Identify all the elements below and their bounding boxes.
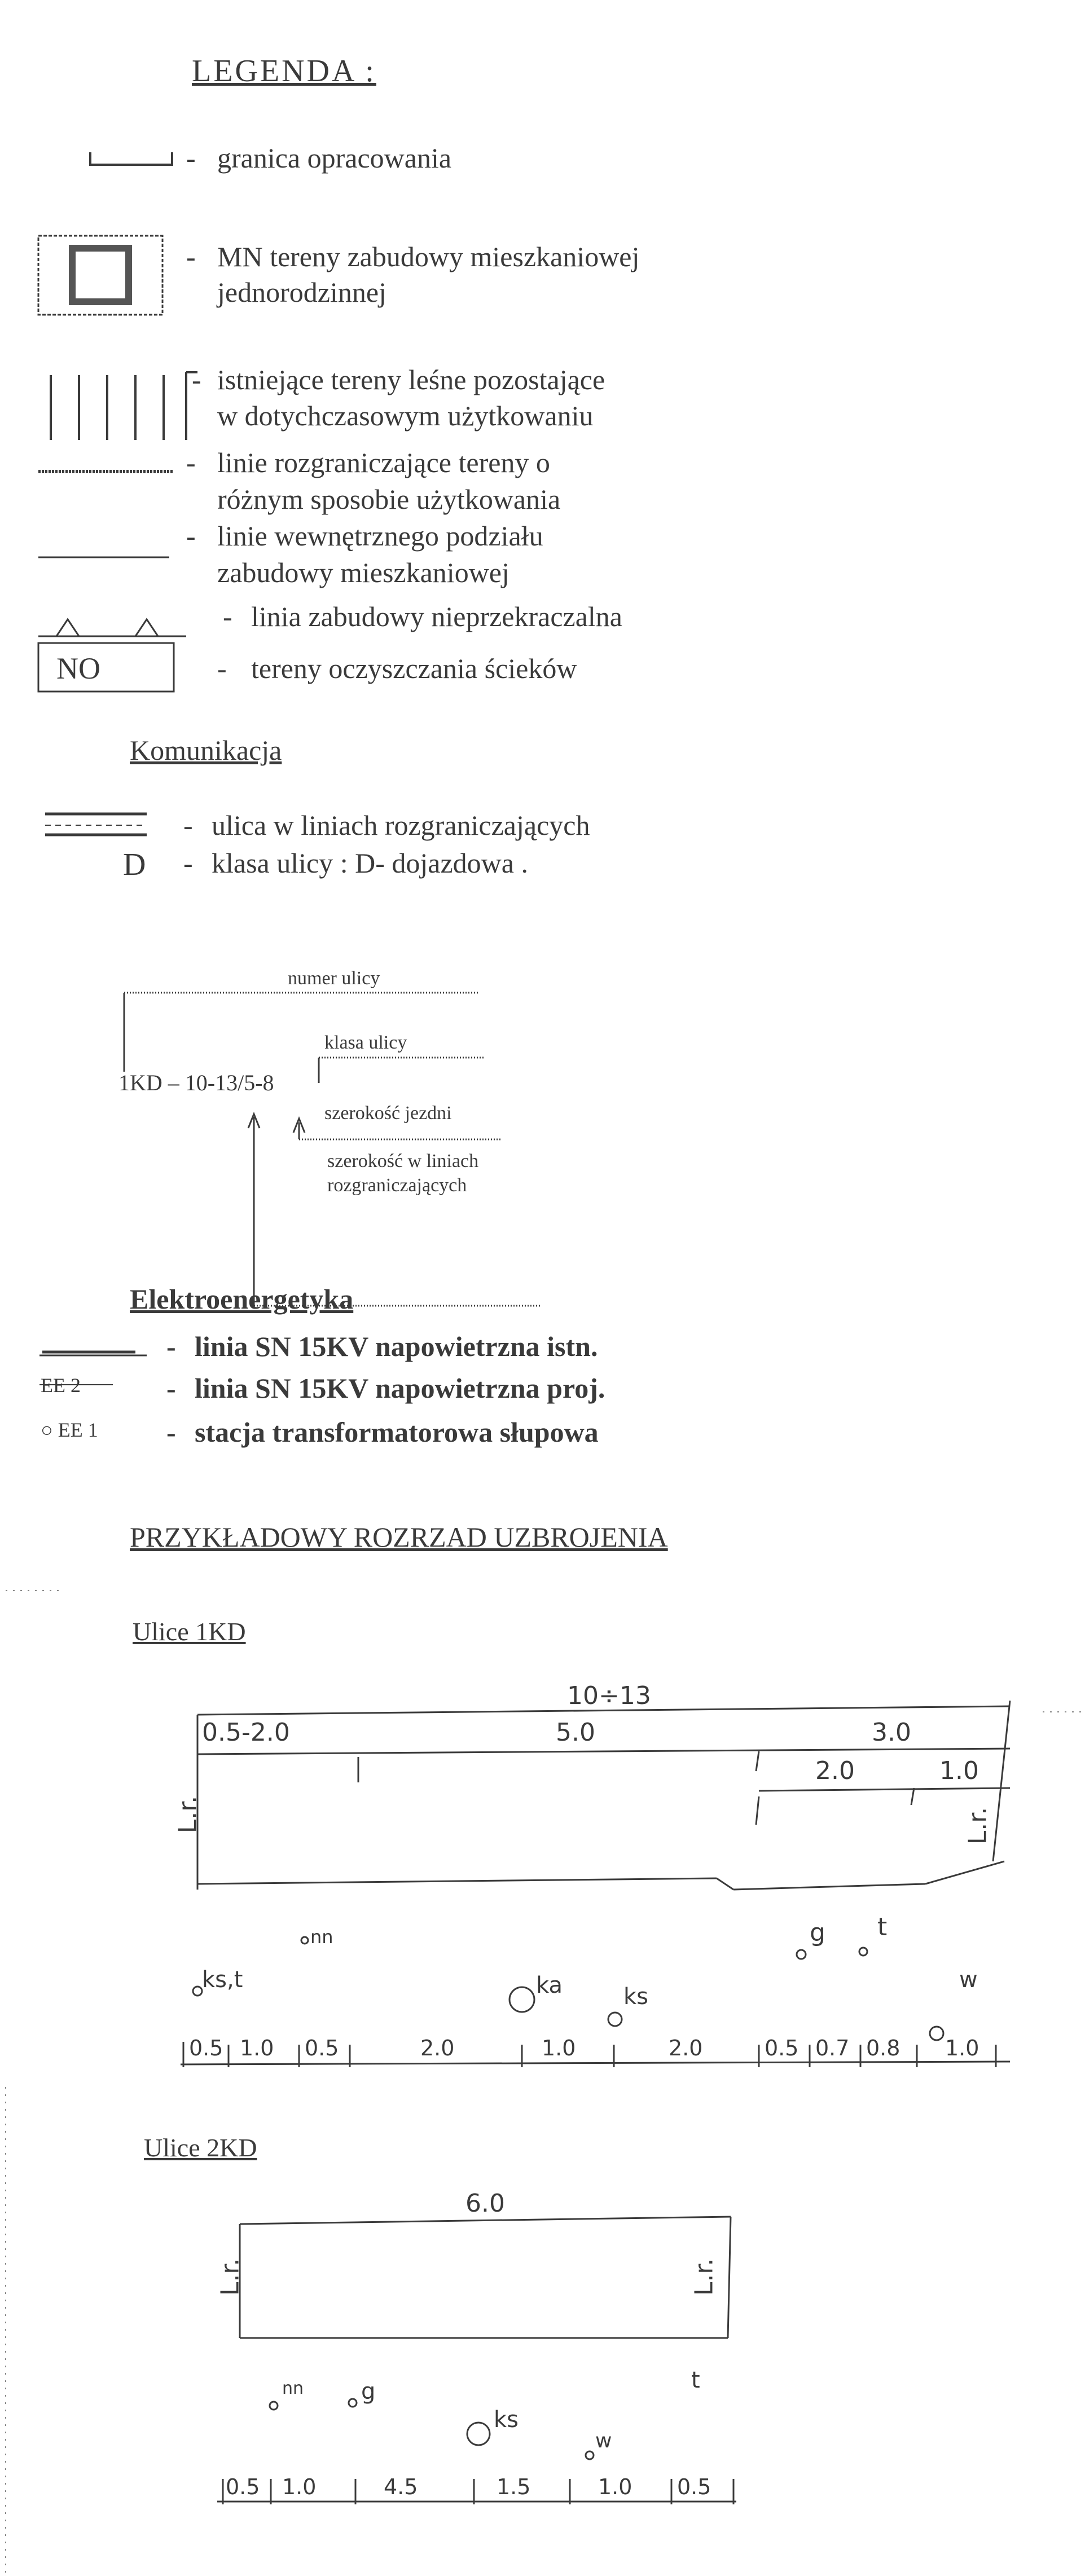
ulice-1kd-lr-right: L.r. (963, 1807, 992, 1845)
legend-sewage-text: tereny oczyszczania ścieków (251, 653, 577, 684)
ulice-2kd-lr-right: L.r. (689, 2258, 719, 2296)
komunikacja-class-text: klasa ulicy : D- dojazdowa . (212, 847, 528, 879)
ulice-1kd-dim: 0.5 (189, 2036, 223, 2060)
ulice-1kd-dim: 0.8 (866, 2036, 900, 2060)
ulice-1kd-dim: 2.0 (420, 2036, 455, 2060)
legend-dash: - (186, 447, 196, 478)
ulice-1kd-seg-right: 3.0 (872, 1718, 911, 1747)
ulice-1kd-util-w: w (959, 1967, 978, 1993)
legend-dash: - (186, 142, 196, 174)
legend-dividing-text: linie rozgraniczające tereny o (217, 447, 550, 478)
elektro-dash: - (166, 1416, 176, 1448)
legend-forest-text-2: w dotychczasowym użytkowaniu (217, 400, 594, 431)
elektro-planned-line-text: linia SN 15KV napowietrzna proj. (195, 1372, 605, 1404)
legend-title: LEGENDA : (192, 54, 376, 89)
rozrzad-title: PRZYKŁADOWY ROZRZAD UZBROJENIA (130, 1521, 668, 1553)
boundary-symbol (90, 152, 172, 165)
ulice-1kd-dim: 0.7 (815, 2036, 850, 2060)
legend-forest-text: istniejące tereny leśne pozostające (217, 364, 605, 395)
diagram-road-width: szerokość jezdni (324, 1103, 452, 1124)
ulice-2kd-dim: 1.0 (598, 2474, 632, 2499)
ulice-1kd-dim: 0.5 (305, 2036, 339, 2060)
elektro-dash: - (166, 1331, 176, 1362)
ulice-2kd-util-g: g (361, 2379, 376, 2405)
building-line-symbol (38, 619, 186, 636)
ulice-1kd-seg-left: 0.5-2.0 (202, 1718, 290, 1747)
elektro-ee2-symbol: EE 2 (41, 1374, 81, 1397)
ulice-1kd-seg-mid: 5.0 (556, 1718, 595, 1747)
ulice-2kd-dim: 1.0 (282, 2474, 317, 2499)
legend-mn-text: MN tereny zabudowy mieszkaniowej (217, 241, 640, 272)
ulice-2kd-util-t: t (691, 2367, 700, 2393)
ulice-2kd-title: Ulice 2KD (144, 2133, 257, 2162)
ulice-1kd-util-kst: ks,t (202, 1967, 243, 1993)
ulice-1kd-util-nn: nn (310, 1926, 333, 1948)
diagram-street-code: 1KD – 10-13/5-8 (118, 1070, 274, 1095)
elektro-dash: - (166, 1372, 176, 1404)
legend-dash: - (186, 520, 196, 552)
komunikacja-d-symbol: D (123, 847, 146, 882)
legend-dash: - (217, 653, 227, 684)
elektro-transformer-text: stacja transformatorowa słupowa (195, 1416, 599, 1448)
diagram-street-number: numer ulicy (288, 968, 380, 989)
ulice-1kd-sub-2: 1.0 (939, 1756, 979, 1785)
legend-internal-text: linie wewnętrznego podziału (217, 520, 543, 552)
ulice-2kd-util-ks: ks (494, 2407, 519, 2433)
ulice-1kd-util-ks: ks (623, 1984, 649, 2010)
diagram-row-width: szerokość w liniach (327, 1151, 479, 1172)
legend-dividing-text-2: różnym sposobie użytkowania (217, 483, 561, 515)
komunikacja-title: Komunikacja (130, 734, 282, 766)
ulice-2kd-total-width: 6.0 (465, 2189, 505, 2218)
legend-building-line-text: linia zabudowy nieprzekraczalna (251, 601, 622, 632)
komunikacja-street-text: ulica w liniach rozgraniczających (212, 809, 590, 841)
ulice-1kd-title: Ulice 1KD (133, 1617, 246, 1646)
ulice-2kd-util-w: w (595, 2429, 612, 2452)
legend-mn-text-2: jednorodzinnej (217, 276, 386, 308)
legend-boundary-text: granica opracowania (217, 142, 452, 174)
ulice-1kd-dim: 1.0 (240, 2036, 274, 2060)
ulice-1kd-dim: 1.0 (542, 2036, 576, 2060)
ulice-1kd-total-width: 10÷13 (567, 1681, 651, 1710)
komunikacja-dash: - (183, 847, 193, 879)
ulice-1kd-util-t: t (877, 1913, 888, 1941)
ulice-2kd-util-nn: nn (282, 2379, 304, 2398)
elektro-ee1-symbol: ○ EE 1 (41, 1419, 98, 1441)
legend-dash: - (192, 364, 201, 395)
ulice-1kd-util-g: g (810, 1918, 825, 1947)
ulice-1kd-dim: 0.5 (765, 2036, 799, 2060)
diagram-street-class: klasa ulicy (324, 1032, 407, 1053)
komunikacja-dash: - (183, 809, 193, 841)
ulice-1kd-util-ka: ka (536, 1972, 563, 1998)
ulice-2kd-dim: 0.5 (677, 2474, 711, 2499)
elektro-existing-line-text: linia SN 15KV napowietrzna istn. (195, 1331, 598, 1362)
elektro-title: Elektroenergetyka (130, 1283, 354, 1315)
ulice-2kd-section (240, 2217, 731, 2338)
ulice-2kd-dim: 0.5 (226, 2474, 260, 2499)
legend-dash: - (186, 241, 196, 272)
legend-no-symbol: NO (56, 651, 100, 685)
ulice-2kd-dim: 1.5 (497, 2474, 531, 2499)
ulice-1kd-dim: 1.0 (945, 2036, 979, 2060)
ulice-1kd-dim: 2.0 (669, 2036, 703, 2060)
ulice-1kd-lr-left: L.r. (173, 1795, 203, 1834)
ulice-2kd-lr-left: L.r. (216, 2258, 245, 2296)
ulice-2kd-dim: 4.5 (384, 2474, 418, 2499)
diagram-row-width-2: rozgraniczających (327, 1175, 467, 1196)
forest-symbol (51, 372, 197, 440)
legend-dash: - (223, 601, 232, 632)
ulice-1kd-sub-1: 2.0 (815, 1756, 855, 1785)
street-symbol (45, 814, 147, 835)
legend-internal-text-2: zabudowy mieszkaniowej (217, 557, 509, 588)
